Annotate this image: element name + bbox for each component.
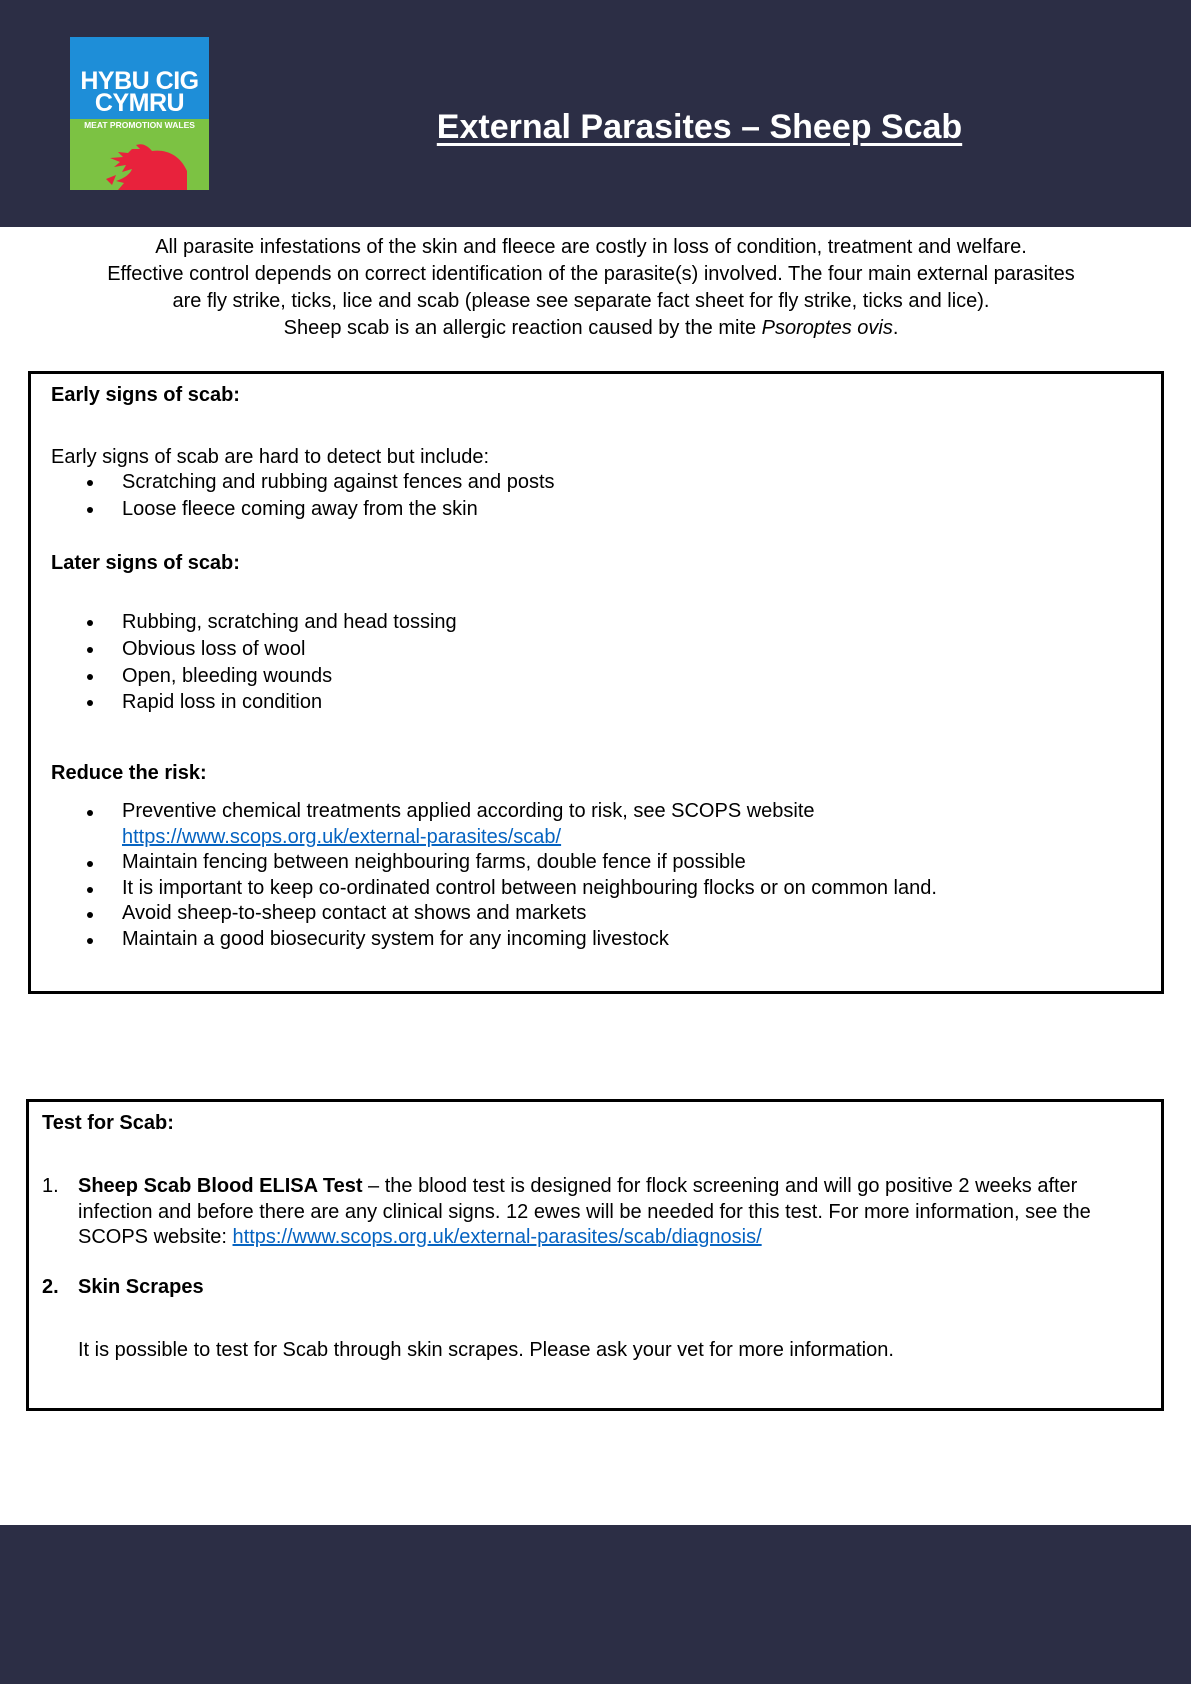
list-item: Open, bleeding wounds: [87, 663, 457, 690]
header-banner: [0, 0, 1191, 227]
logo-text-line2: CYMRU: [94, 89, 185, 117]
list-item: Maintain a good biosecurity system for any incoming livestock: [87, 927, 937, 953]
list-item: Scratching and rubbing against fences and posts: [87, 469, 555, 496]
test-title: Sheep Scab Blood ELISA Test: [78, 1175, 363, 1197]
list-item: Avoid sheep-to-sheep contact at shows and markets: [87, 901, 937, 927]
item-number: 1.: [42, 1175, 59, 1197]
test-box: [26, 1099, 1164, 1411]
intro-line-3: are fly strike, ticks, lice and scab (please see separate fact sheet for fly strike, ticks and lice).: [172, 290, 990, 312]
later-signs-heading: Later signs of scab:: [51, 552, 240, 574]
list-item: Loose fleece coming away from the skin: [87, 496, 555, 523]
intro-line-1: All parasite infestations of the skin and fleece are costly in loss of condition, treatment and welfare.: [155, 236, 1027, 258]
intro-line-4: Sheep scab is an allergic reaction caused by the mite Psoroptes ovis.: [283, 317, 899, 339]
signs-box: [28, 371, 1164, 994]
test-item-body: It is possible to test for Scab through skin scrapes. Please ask your vet for more information.: [78, 1339, 894, 1361]
intro-line-2: Effective control depends on correct identification of the parasite(s) involved. The four main external parasites: [107, 263, 1075, 285]
test-title: Skin Scrapes: [78, 1276, 204, 1298]
list-item: Rapid loss in condition: [87, 689, 457, 716]
species-name: Psoroptes ovis: [761, 317, 893, 339]
footer-banner: [0, 1525, 1191, 1684]
test-heading: Test for Scab:: [42, 1112, 174, 1134]
logo-tagline: MEAT PROMOTION WALES: [84, 120, 195, 130]
logo-text-line1: HYBU CIG: [80, 67, 199, 95]
page-title: External Parasites – Sheep Scab: [436, 108, 963, 146]
scops-diagnosis-link[interactable]: https://www.scops.org.uk/external-parasites/scab/diagnosis/: [232, 1226, 762, 1248]
early-signs-list: [87, 469, 555, 523]
list-item: Preventive chemical treatments applied according to risk, see SCOPS website https://www.scops.org.uk/external-parasites/scab/: [87, 799, 937, 850]
welsh-dragon-icon: [92, 141, 187, 190]
later-signs-list: [87, 609, 457, 716]
reduce-risk-list: [87, 799, 937, 952]
list-item: Maintain fencing between neighbouring farms, double fence if possible: [87, 850, 937, 876]
item-number: 2.: [42, 1276, 59, 1298]
list-item: Rubbing, scratching and head tossing: [87, 609, 457, 636]
reduce-risk-heading: Reduce the risk:: [51, 762, 207, 784]
list-item: Obvious loss of wool: [87, 636, 457, 663]
early-signs-lead: Early signs of scab are hard to detect but include:: [51, 446, 490, 468]
scops-scab-link[interactable]: https://www.scops.org.uk/external-parasites/scab/: [122, 825, 562, 848]
list-item: It is important to keep co-ordinated control between neighbouring flocks or on common land.: [87, 876, 937, 902]
early-signs-heading: Early signs of scab:: [51, 384, 240, 406]
intro-paragraph: [30, 234, 1152, 342]
test-item-body: Sheep Scab Blood ELISA Test – the blood test is designed for flock screening and will go positive 2 weeks after infection and before there are any clinical signs. 12 ewes will be needed for this test. For more information, see the SCOPS website: https://www.scops.org.uk/external-parasites/scab/diagnosis/: [78, 1175, 1091, 1248]
